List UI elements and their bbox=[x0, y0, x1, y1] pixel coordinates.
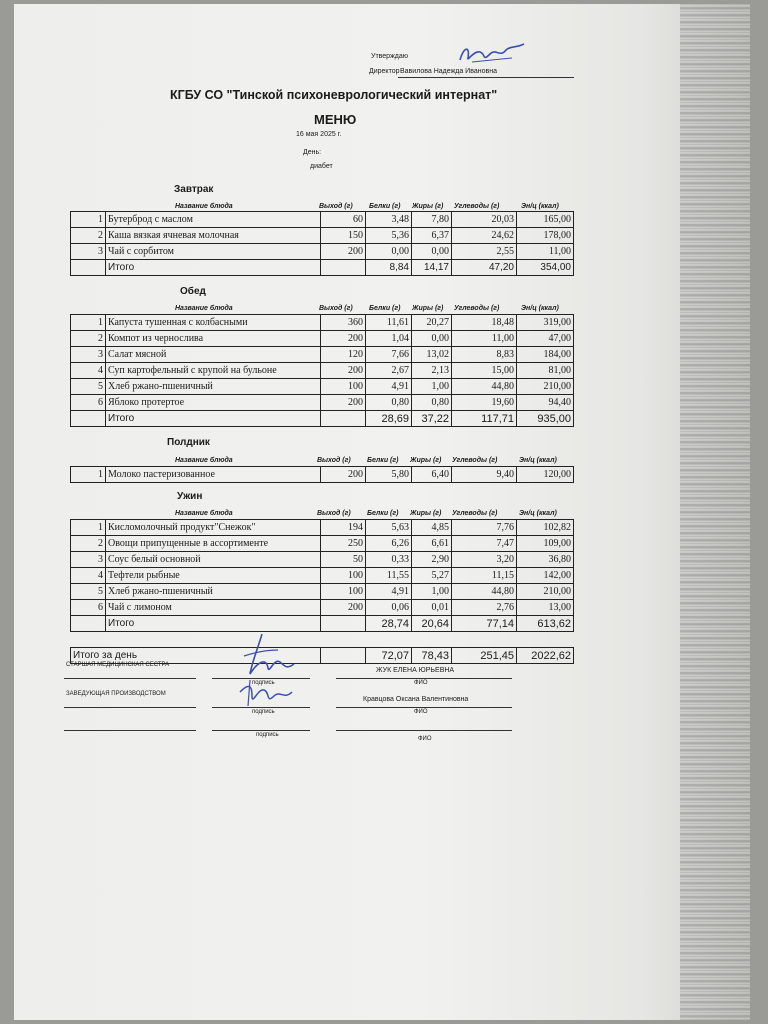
blank-name-caption: ФИО bbox=[418, 736, 432, 742]
table-cell: 2022,62 bbox=[517, 648, 574, 664]
table-cell: 28,69 bbox=[366, 411, 412, 427]
table-cell: 15,00 bbox=[452, 363, 517, 379]
table-cell: 0,01 bbox=[412, 600, 452, 616]
table-lunch bbox=[70, 314, 574, 427]
table-cell: Кисломолочный продукт"Снежок" bbox=[106, 520, 321, 536]
table-cell: 28,74 bbox=[366, 616, 412, 632]
meal-title-lunch: Обед bbox=[180, 286, 206, 297]
col-fat: Жиры (г) bbox=[412, 305, 444, 312]
table-cell: 11,15 bbox=[452, 568, 517, 584]
table-cell: Итого bbox=[106, 411, 321, 427]
table-cell: 935,00 bbox=[517, 411, 574, 427]
table-cell: 200 bbox=[321, 331, 366, 347]
table-cell: 2,13 bbox=[412, 363, 452, 379]
table-cell: Яблоко протертое bbox=[106, 395, 321, 411]
blank-sign-caption: подпись bbox=[256, 732, 279, 738]
table-cell: 44,80 bbox=[452, 379, 517, 395]
col-yield: Выход (г) bbox=[319, 203, 353, 210]
table-cell: 2 bbox=[71, 228, 106, 244]
table-cell: 360 bbox=[321, 315, 366, 331]
table-cell bbox=[321, 260, 366, 276]
institution-title: КГБУ СО "Тинской психоневрологический интернат" bbox=[170, 88, 498, 102]
table-cell: 6 bbox=[71, 600, 106, 616]
table-cell: 18,48 bbox=[452, 315, 517, 331]
total-row bbox=[71, 616, 574, 632]
table-cell: 4,91 bbox=[366, 379, 412, 395]
table-cell: 78,43 bbox=[412, 648, 452, 664]
col-carbs: Углеводы (г) bbox=[452, 457, 498, 464]
table-cell: 2,90 bbox=[412, 552, 452, 568]
table-cell: 11,00 bbox=[452, 331, 517, 347]
menu-sheet bbox=[14, 4, 750, 1020]
nurse-sign-caption: подпись bbox=[252, 680, 275, 686]
col-carbs: Углеводы (г) bbox=[452, 510, 498, 517]
table-cell: 0,33 bbox=[366, 552, 412, 568]
table-cell: 3 bbox=[71, 244, 106, 260]
table-cell bbox=[321, 616, 366, 632]
table-cell: 0,06 bbox=[366, 600, 412, 616]
table-cell: Итого bbox=[106, 260, 321, 276]
table-cell: 2,76 bbox=[452, 600, 517, 616]
table-cell: Молоко пастеризованное bbox=[106, 467, 321, 483]
table-cell: 613,62 bbox=[517, 616, 574, 632]
nurse-name: ЖУК ЕЛЕНА ЮРЬЕВНА bbox=[376, 667, 455, 674]
table-cell: Хлеб ржано-пшеничный bbox=[106, 584, 321, 600]
table-dinner bbox=[70, 519, 574, 632]
head-name: Кравцова Оксана Валентиновна bbox=[363, 696, 469, 703]
table-cell: Итого bbox=[106, 616, 321, 632]
table-cell: 3,20 bbox=[452, 552, 517, 568]
table-cell: 60 bbox=[321, 212, 366, 228]
table-cell: 94,40 bbox=[517, 395, 574, 411]
table-cell: 19,60 bbox=[452, 395, 517, 411]
table-cell: 8,84 bbox=[366, 260, 412, 276]
table-cell: Чай с сорбитом bbox=[106, 244, 321, 260]
table-cell: 200 bbox=[321, 363, 366, 379]
table-cell: 194 bbox=[321, 520, 366, 536]
table-cell: 2,67 bbox=[366, 363, 412, 379]
table-cell: Итого за день bbox=[71, 648, 321, 664]
table-cell bbox=[71, 616, 106, 632]
table-cell bbox=[321, 411, 366, 427]
table-cell: 47,20 bbox=[452, 260, 517, 276]
table-row bbox=[71, 379, 574, 395]
table-cell: 3 bbox=[71, 552, 106, 568]
col-energy: Эн/ц (ккал) bbox=[521, 203, 559, 210]
table-row bbox=[71, 315, 574, 331]
table-cell: 178,00 bbox=[517, 228, 574, 244]
director-signature bbox=[452, 40, 532, 68]
table-row bbox=[71, 552, 574, 568]
col-yield: Выход (г) bbox=[317, 510, 351, 517]
table-cell: 5,63 bbox=[366, 520, 412, 536]
table-row bbox=[71, 363, 574, 379]
approval-name: Вавилова Надежда Ивановна bbox=[400, 68, 497, 75]
table-cell: 11,55 bbox=[366, 568, 412, 584]
table-cell: 1 bbox=[71, 212, 106, 228]
head-role: ЗАВЕДУЮЩАЯ ПРОИЗВОДСТВОМ bbox=[66, 691, 166, 697]
table-cell: Тефтели рыбные bbox=[106, 568, 321, 584]
table-cell: 210,00 bbox=[517, 584, 574, 600]
table-cell: 24,62 bbox=[452, 228, 517, 244]
col-energy: Эн/ц (ккал) bbox=[521, 305, 559, 312]
head-role-line bbox=[64, 707, 196, 708]
table-row bbox=[71, 600, 574, 616]
table-cell: 117,71 bbox=[452, 411, 517, 427]
col-name: Название блюда bbox=[175, 510, 233, 517]
col-fat: Жиры (г) bbox=[410, 457, 442, 464]
table-cell: 3,48 bbox=[366, 212, 412, 228]
col-protein: Белки (г) bbox=[367, 457, 399, 464]
table-cell: 7,80 bbox=[412, 212, 452, 228]
table-cell: 0,00 bbox=[412, 244, 452, 260]
table-cell: 14,17 bbox=[412, 260, 452, 276]
col-energy: Эн/ц (ккал) bbox=[519, 510, 557, 517]
head-signature bbox=[234, 676, 298, 712]
nurse-role: СТАРШАЯ МЕДИЦИНСКАЯ СЕСТРА bbox=[66, 662, 170, 668]
table-cell: 50 bbox=[321, 552, 366, 568]
table-cell: 20,03 bbox=[452, 212, 517, 228]
table-cell: 210,00 bbox=[517, 379, 574, 395]
table-cell: 354,00 bbox=[517, 260, 574, 276]
table-row bbox=[71, 584, 574, 600]
head-name-line bbox=[336, 707, 512, 708]
table-row bbox=[71, 212, 574, 228]
col-protein: Белки (г) bbox=[369, 203, 401, 210]
table-cell: 2,55 bbox=[452, 244, 517, 260]
table-cell: 100 bbox=[321, 379, 366, 395]
table-cell: 200 bbox=[321, 467, 366, 483]
blank-sign-line bbox=[212, 730, 310, 731]
table-cell: 4 bbox=[71, 568, 106, 584]
col-carbs: Углеводы (г) bbox=[454, 203, 500, 210]
table-row bbox=[71, 520, 574, 536]
table-cell: 47,00 bbox=[517, 331, 574, 347]
table-cell: Каша вязкая ячневая молочная bbox=[106, 228, 321, 244]
table-cell: Хлеб ржано-пшеничный bbox=[106, 379, 321, 395]
table-cell: 200 bbox=[321, 244, 366, 260]
col-name: Название блюда bbox=[175, 203, 233, 210]
table-row bbox=[71, 228, 574, 244]
table-cell: 120,00 bbox=[517, 467, 574, 483]
col-protein: Белки (г) bbox=[369, 305, 401, 312]
table-cell: 13,02 bbox=[412, 347, 452, 363]
col-fat: Жиры (г) bbox=[410, 510, 442, 517]
table-cell: 6 bbox=[71, 395, 106, 411]
table-breakfast bbox=[70, 211, 574, 276]
table-cell: 6,40 bbox=[412, 467, 452, 483]
table-cell: 2 bbox=[71, 536, 106, 552]
table-cell: 250 bbox=[321, 536, 366, 552]
table-cell: 72,07 bbox=[366, 648, 412, 664]
total-row bbox=[71, 260, 574, 276]
table-cell: 5,80 bbox=[366, 467, 412, 483]
table-cell: 184,00 bbox=[517, 347, 574, 363]
table-cell bbox=[71, 260, 106, 276]
table-cell: 4 bbox=[71, 363, 106, 379]
table-cell: 150 bbox=[321, 228, 366, 244]
blank-role-line bbox=[64, 730, 196, 731]
table-cell: 251,45 bbox=[452, 648, 517, 664]
col-yield: Выход (г) bbox=[319, 305, 353, 312]
table-row bbox=[71, 568, 574, 584]
table-cell: 77,14 bbox=[452, 616, 517, 632]
table-cell: 1,00 bbox=[412, 584, 452, 600]
meal-title-breakfast: Завтрак bbox=[174, 184, 214, 195]
head-name-caption: ФИО bbox=[414, 709, 428, 715]
table-cell: 7,66 bbox=[366, 347, 412, 363]
table-cell: 9,40 bbox=[452, 467, 517, 483]
nurse-signature bbox=[232, 628, 302, 682]
table-cell: 102,82 bbox=[517, 520, 574, 536]
table-row bbox=[71, 244, 574, 260]
approval-role: Директор bbox=[369, 68, 400, 75]
day-label: День: bbox=[303, 149, 322, 156]
table-cell: 4,85 bbox=[412, 520, 452, 536]
nurse-role-line bbox=[64, 678, 196, 679]
table-cell: 1,04 bbox=[366, 331, 412, 347]
table-cell: 8,83 bbox=[452, 347, 517, 363]
table-cell: 0,00 bbox=[412, 331, 452, 347]
total-row bbox=[71, 411, 574, 427]
table-cell: 100 bbox=[321, 584, 366, 600]
table-row bbox=[71, 395, 574, 411]
table-cell: 6,26 bbox=[366, 536, 412, 552]
table-cell: 1 bbox=[71, 520, 106, 536]
table-row bbox=[71, 347, 574, 363]
col-carbs: Углеводы (г) bbox=[454, 305, 500, 312]
table-cell: 44,80 bbox=[452, 584, 517, 600]
table-cell: Чай с лимоном bbox=[106, 600, 321, 616]
table-cell: 37,22 bbox=[412, 411, 452, 427]
table-cell: 100 bbox=[321, 568, 366, 584]
table-cell: 4,91 bbox=[366, 584, 412, 600]
table-cell: 200 bbox=[321, 395, 366, 411]
table-row bbox=[71, 331, 574, 347]
diet-label: диабет bbox=[310, 163, 333, 170]
approval-line bbox=[398, 77, 574, 78]
blank-name-line bbox=[336, 730, 512, 731]
table-cell: 109,00 bbox=[517, 536, 574, 552]
table-cell: Суп картофельный с крупой на бульоне bbox=[106, 363, 321, 379]
table-cell: 11,00 bbox=[517, 244, 574, 260]
table-cell: 5 bbox=[71, 584, 106, 600]
nurse-name-line bbox=[336, 678, 512, 679]
table-cell bbox=[321, 648, 366, 664]
table-cell: 3 bbox=[71, 347, 106, 363]
table-cell: 11,61 bbox=[366, 315, 412, 331]
table-cell: 0,80 bbox=[412, 395, 452, 411]
meal-title-snack: Полдник bbox=[167, 437, 210, 448]
table-cell: 5 bbox=[71, 379, 106, 395]
table-cell: 200 bbox=[321, 600, 366, 616]
table-row bbox=[71, 467, 574, 483]
table-cell: 13,00 bbox=[517, 600, 574, 616]
table-cell: Компот из чернослива bbox=[106, 331, 321, 347]
table-cell: 20,27 bbox=[412, 315, 452, 331]
table-cell: Бутерброд с маслом bbox=[106, 212, 321, 228]
scan-streak bbox=[680, 4, 750, 1020]
table-cell: Капуста тушенная с колбасными bbox=[106, 315, 321, 331]
table-cell: Салат мясной bbox=[106, 347, 321, 363]
table-cell: 142,00 bbox=[517, 568, 574, 584]
table-cell: 2 bbox=[71, 331, 106, 347]
table-cell: 7,47 bbox=[452, 536, 517, 552]
table-cell: 6,37 bbox=[412, 228, 452, 244]
head-sign-caption: подпись bbox=[252, 709, 275, 715]
table-cell: 20,64 bbox=[412, 616, 452, 632]
table-cell: Овощи припущенные в ассортименте bbox=[106, 536, 321, 552]
table-cell: 165,00 bbox=[517, 212, 574, 228]
table-cell: 319,00 bbox=[517, 315, 574, 331]
table-cell: 81,00 bbox=[517, 363, 574, 379]
table-snack bbox=[70, 466, 574, 483]
col-fat: Жиры (г) bbox=[412, 203, 444, 210]
table-cell: 0,80 bbox=[366, 395, 412, 411]
table-cell: 1,00 bbox=[412, 379, 452, 395]
table-cell: 6,61 bbox=[412, 536, 452, 552]
col-protein: Белки (г) bbox=[367, 510, 399, 517]
doc-title: МЕНЮ bbox=[314, 112, 357, 127]
table-row bbox=[71, 536, 574, 552]
table-cell: 1 bbox=[71, 467, 106, 483]
col-energy: Эн/ц (ккал) bbox=[519, 457, 557, 464]
table-cell: 36,80 bbox=[517, 552, 574, 568]
table-cell: Соус белый основной bbox=[106, 552, 321, 568]
table-cell: 0,00 bbox=[366, 244, 412, 260]
table-cell bbox=[71, 411, 106, 427]
col-yield: Выход (г) bbox=[317, 457, 351, 464]
table-cell: 5,27 bbox=[412, 568, 452, 584]
meal-title-dinner: Ужин bbox=[177, 491, 203, 502]
table-cell: 1 bbox=[71, 315, 106, 331]
col-name: Название блюда bbox=[175, 305, 233, 312]
doc-date: 16 мая 2025 г. bbox=[296, 131, 342, 138]
table-cell: 5,36 bbox=[366, 228, 412, 244]
col-name: Название блюда bbox=[175, 457, 233, 464]
table-cell: 7,76 bbox=[452, 520, 517, 536]
approval-label: Утверждаю bbox=[371, 53, 408, 60]
nurse-name-caption: ФИО bbox=[414, 680, 428, 686]
table-cell: 120 bbox=[321, 347, 366, 363]
